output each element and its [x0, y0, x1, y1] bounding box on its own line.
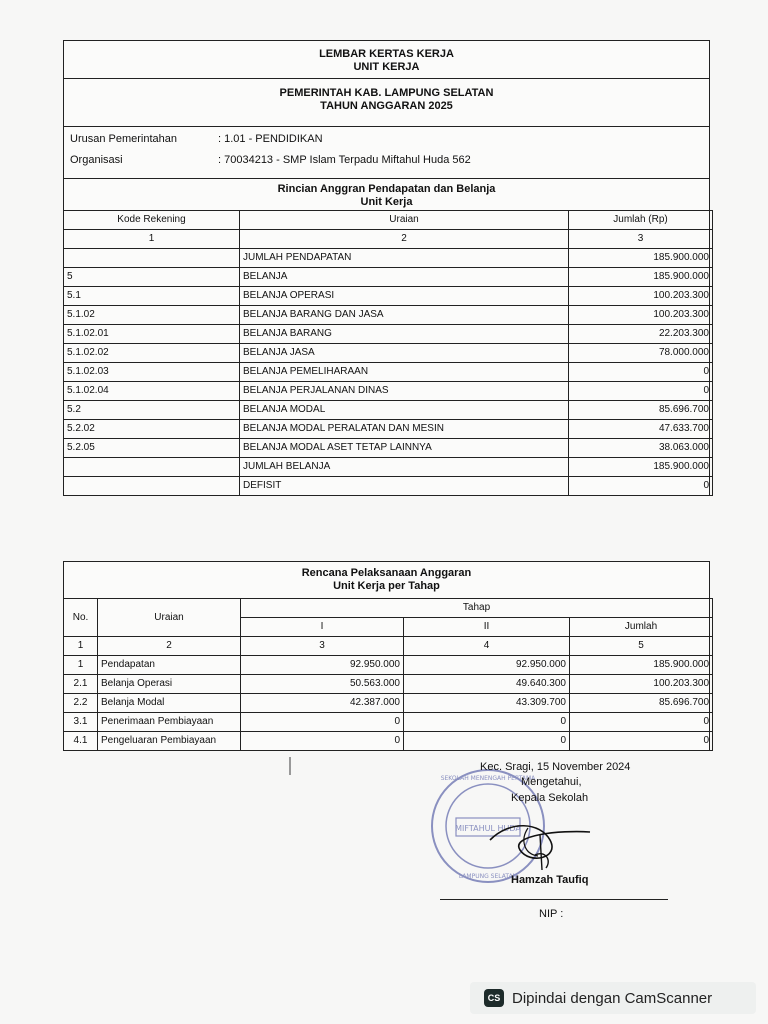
cell-uraian: Pengeluaran Pembiayaan: [98, 732, 241, 751]
col-header-no: No.: [64, 599, 98, 637]
cell-jumlah: 185.900.000: [570, 656, 713, 675]
col-header-jumlah: Jumlah (Rp): [569, 211, 713, 230]
cell-uraian: BELANJA JASA: [240, 344, 569, 363]
svg-text:MIFTAHUL HUDA: MIFTAHUL HUDA: [455, 824, 521, 833]
urusan-label: Urusan Pemerintahan: [70, 133, 178, 145]
cell-kode: [64, 458, 240, 477]
cell-jumlah: 185.900.000: [569, 458, 713, 477]
cell-kode: 5.1.02.02: [64, 344, 240, 363]
col-number-3: 3: [241, 637, 404, 656]
table-row: [64, 675, 713, 694]
cell-uraian: BELANJA MODAL ASET TETAP LAINNYA: [240, 439, 569, 458]
cell-jumlah: 100.203.300: [569, 306, 713, 325]
cell-jumlah: 78.000.000: [569, 344, 713, 363]
col-number-5: 5: [570, 637, 713, 656]
sheet-title-line1: LEMBAR KERTAS KERJA: [319, 48, 454, 60]
svg-text:SEKOLAH MENENGAH PERTAMA: SEKOLAH MENENGAH PERTAMA: [440, 775, 536, 782]
cell-t2: 43.309.700: [404, 694, 570, 713]
rincian-header: [64, 179, 709, 211]
table-row: [64, 439, 713, 458]
cell-uraian: BELANJA PERJALANAN DINAS: [240, 382, 569, 401]
cell-jumlah: 100.203.300: [569, 287, 713, 306]
col-number-2: 2: [98, 637, 241, 656]
rincian-title: Rincian Anggran Pendapatan dan Belanja: [277, 183, 496, 195]
cell-uraian: JUMLAH BELANJA: [240, 458, 569, 477]
camscanner-icon: CS: [484, 989, 504, 1007]
cell-kode: 5.2.02: [64, 420, 240, 439]
stage-plan-table: [63, 598, 713, 751]
cell-jumlah: 0: [569, 382, 713, 401]
sign-mengetahui: Mengetahui,: [521, 776, 582, 788]
sign-place-date: Kec. Sragi, 15 November 2024: [480, 761, 631, 773]
stage-plan-table-body: [64, 656, 713, 751]
col-header-jumlah: Jumlah: [570, 618, 713, 637]
cell-t1: 42.387.000: [241, 694, 404, 713]
budget-table-body: [64, 249, 713, 496]
cell-t2: 92.950.000: [404, 656, 570, 675]
col-number-4: 4: [404, 637, 570, 656]
table-row: [64, 249, 713, 268]
sheet-title-line2: UNIT KERJA: [353, 61, 420, 73]
nip-underline: [440, 899, 668, 900]
sign-name: Hamzah Taufiq: [511, 874, 589, 886]
table-row: [64, 694, 713, 713]
government-name: PEMERINTAH KAB. LAMPUNG SELATAN: [279, 87, 494, 99]
cell-kode: 5.1.02.04: [64, 382, 240, 401]
cell-kode: 5.1.02.01: [64, 325, 240, 344]
cell-jumlah: 0: [569, 477, 713, 496]
government-header: [64, 79, 709, 127]
organization-info: [64, 127, 709, 179]
table-row: [64, 713, 713, 732]
cell-uraian: BELANJA PEMELIHARAAN: [240, 363, 569, 382]
cell-uraian: Belanja Modal: [98, 694, 241, 713]
cell-uraian: JUMLAH PENDAPATAN: [240, 249, 569, 268]
cell-kode: 5.2: [64, 401, 240, 420]
cell-uraian: DEFISIT: [240, 477, 569, 496]
cell-t1: 0: [241, 713, 404, 732]
stage-plan-title-line1: Rencana Pelaksanaan Anggaran: [301, 567, 472, 579]
cell-jumlah: 185.900.000: [569, 268, 713, 287]
cell-jumlah: 185.900.000: [569, 249, 713, 268]
cell-jumlah: 85.696.700: [569, 401, 713, 420]
col-number-3: 3: [569, 230, 713, 249]
cell-no: 2.1: [64, 675, 98, 694]
cell-jumlah: 85.696.700: [570, 694, 713, 713]
table-row: [64, 420, 713, 439]
table-row: [64, 287, 713, 306]
cell-uraian: BELANJA: [240, 268, 569, 287]
cell-t1: 0: [241, 732, 404, 751]
nip-label: NIP :: [539, 908, 564, 920]
camscanner-badge: [470, 982, 756, 1014]
table-row: [64, 732, 713, 751]
col-header-kode: Kode Rekening: [64, 211, 240, 230]
camscanner-label: Dipindai dengan CamScanner: [512, 989, 713, 1007]
cell-jumlah: 0: [570, 732, 713, 751]
col-header-tahap-i: I: [241, 618, 404, 637]
cell-t1: 92.950.000: [241, 656, 404, 675]
cell-uraian: Penerimaan Pembiayaan: [98, 713, 241, 732]
col-number-1: 1: [64, 637, 98, 656]
stage-plan-sheet: [63, 561, 710, 751]
table-row: [64, 382, 713, 401]
handwritten-signature: [480, 810, 600, 880]
urusan-value: : 1.01 - PENDIDIKAN: [218, 133, 323, 145]
svg-text:LAMPUNG SELATAN: LAMPUNG SELATAN: [458, 873, 518, 880]
scan-mark: [289, 757, 291, 775]
col-header-uraian: Uraian: [240, 211, 569, 230]
cell-uraian: Pendapatan: [98, 656, 241, 675]
organisasi-label: Organisasi: [70, 154, 123, 166]
organisasi-value: : 70034213 - SMP Islam Terpadu Miftahul Huda 562: [218, 154, 471, 166]
col-header-tahap-ii: II: [404, 618, 570, 637]
col-header-uraian: Uraian: [98, 599, 241, 637]
budget-sheet: [63, 40, 710, 496]
cell-kode: 5: [64, 268, 240, 287]
cell-t1: 50.563.000: [241, 675, 404, 694]
cell-jumlah: 0: [569, 363, 713, 382]
table-row: [64, 344, 713, 363]
stage-plan-title-line2: Unit Kerja per Tahap: [333, 580, 440, 592]
cell-no: 4.1: [64, 732, 98, 751]
col-number-1: 1: [64, 230, 240, 249]
table-row: [64, 477, 713, 496]
table-row: [64, 401, 713, 420]
cell-t2: 0: [404, 713, 570, 732]
cell-uraian: BELANJA OPERASI: [240, 287, 569, 306]
cell-uraian: Belanja Operasi: [98, 675, 241, 694]
cell-no: 2.2: [64, 694, 98, 713]
cell-jumlah: 0: [570, 713, 713, 732]
cell-jumlah: 100.203.300: [570, 675, 713, 694]
cell-kode: 5.1: [64, 287, 240, 306]
cell-t2: 0: [404, 732, 570, 751]
cell-uraian: BELANJA BARANG: [240, 325, 569, 344]
stage-plan-title: [64, 562, 709, 599]
cell-uraian: BELANJA BARANG DAN JASA: [240, 306, 569, 325]
col-number-2: 2: [240, 230, 569, 249]
cell-kode: 5.1.02: [64, 306, 240, 325]
cell-t2: 49.640.300: [404, 675, 570, 694]
sheet-title: [64, 41, 709, 79]
cell-jumlah: 47.633.700: [569, 420, 713, 439]
sign-role: Kepala Sekolah: [511, 792, 589, 804]
cell-kode: 5.2.05: [64, 439, 240, 458]
budget-table: [63, 210, 713, 496]
col-header-tahap: Tahap: [241, 599, 713, 618]
cell-kode: 5.1.02.03: [64, 363, 240, 382]
table-row: [64, 268, 713, 287]
cell-uraian: BELANJA MODAL: [240, 401, 569, 420]
table-row: [64, 325, 713, 344]
table-row: [64, 458, 713, 477]
cell-no: 1: [64, 656, 98, 675]
table-row: [64, 363, 713, 382]
cell-jumlah: 38.063.000: [569, 439, 713, 458]
cell-no: 3.1: [64, 713, 98, 732]
cell-kode: [64, 249, 240, 268]
table-row: [64, 656, 713, 675]
cell-kode: [64, 477, 240, 496]
cell-jumlah: 22.203.300: [569, 325, 713, 344]
cell-uraian: BELANJA MODAL PERALATAN DAN MESIN: [240, 420, 569, 439]
fiscal-year: TAHUN ANGGARAN 2025: [320, 100, 453, 112]
rincian-subtitle: Unit Kerja: [360, 196, 413, 208]
table-row: [64, 306, 713, 325]
